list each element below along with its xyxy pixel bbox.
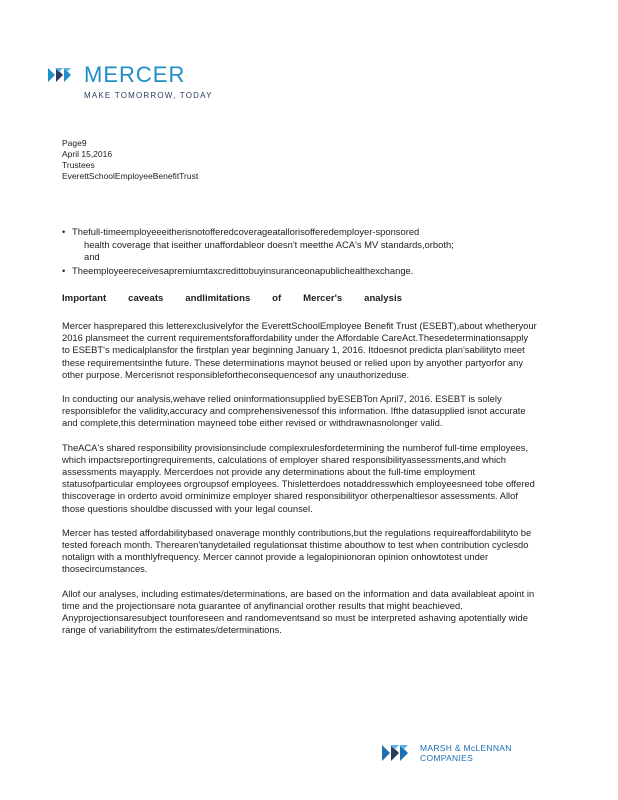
list-item (62, 265, 542, 278)
heading-word: of (272, 293, 282, 304)
marsh-mclennan-logo-icon (382, 742, 414, 764)
page-number: Page9 (62, 138, 87, 148)
paragraph: Allof our analyses, including estimates/determinations, are based on the information and data availableat apoint in time and the projectionsare nota guarantee of anyfinancial orother results that might beachieved. Anyprojectionsaresubject tounforeseen and randomeventsand so must be interpreted ashaving apotentially wide range of variabilityfrom the estimates/determinations. (62, 587, 535, 636)
bullet-text: and (84, 251, 100, 262)
bullet-list (62, 226, 542, 278)
heading-word: andlimitations (185, 293, 251, 304)
footer-company: COMPANIES (420, 753, 474, 763)
brand-tagline: MAKE TOMORROW, TODAY (84, 91, 213, 100)
section-heading (62, 293, 402, 304)
bullet-text: Theemployeereceivesapremiumtaxcredittobuyinsuranceonapublichealthexchange. (72, 264, 414, 276)
footer-company: MARSH & McLENNAN (420, 743, 512, 753)
recipient-line: Trustees (62, 160, 95, 170)
bullet-icon: • (62, 264, 66, 276)
mercer-logo (48, 62, 213, 100)
heading-word: caveats (128, 293, 164, 304)
bullet-text: health coverage that iseither unaffordableor doesn't meetthe ACA's MV standards,orboth; (84, 238, 454, 250)
bullet-text: Thefull-timeemployeeeitherisnotofferedcoverageatallorisofferedemployer-sponsored (72, 226, 420, 237)
heading-word: analysis (364, 293, 402, 304)
paragraph: Mercer has tested affordabilitybased onaverage monthly contributions,but the regulations requireaffordabilityto be tested foreach month. Therearen'tanydetailed regulationsat thistime abouthow to test when contribution cyclesdo notalign with a monthlyfrequency. Mercer cannot provide a legalopinionoran opinion onhowtotest under thosecircumstances. (62, 526, 532, 575)
list-item (62, 226, 542, 264)
bullet-icon: • (62, 226, 66, 237)
paragraph: TheACA's shared responsibility provisionsinclude complexrulesfordetermining the numberof full-time employees, which impactsreportingrequirements, calculations of employer shared responsibilityassessments,and which assessments mayapply. Mercerdoes not provide any determinations about the full-time employment statusofparticular employees orgroupsof employees. Thisletterdoes notaddresswhich employeesneed tobe offered thiscoverage in orderto avoid orminimize employer shared responsibilityor otherpenaltiesor assessments. Allof those questions shouldbe discussed with your legal counsel. (62, 441, 535, 514)
mercer-logo-icon (48, 65, 78, 85)
body-text (62, 320, 537, 648)
letter-meta (62, 138, 198, 182)
letter-date: April 15,2016 (62, 149, 113, 159)
heading-word: Mercer's (303, 293, 343, 304)
paragraph: In conducting our analysis,wehave relied oninformationsupplied byESEBTon April7, 2016. ESEBT is solely responsiblefor the validity,accuracy and comprehensivenessof this information. Ifthe datasupplied isnot accurate and complete,this determination mayneed tobe either revised or withdrawnasnolonger valid. (62, 393, 526, 429)
heading-word: Important (62, 293, 107, 304)
brand-name: MERCER (84, 62, 186, 87)
paragraph: Mercer hasprepared this letterexclusivelyfor the EverettSchoolEmployee Benefit Trust (ESEBT),about whetheryour 2016 plansmeet the current requirementsforaffordability under the Affordable CareAct.Thesedeterminationsapply to ESEBT's medicalplansfor the firstplan year beginning January 1, 2016. Itdoesnot predicta plan'sabilityto meet these requirementsinthe future. These determinations maynot beused or relied upon by anyother partyorfor any other purpose. Mercerisnot responsiblefortheconsequencesof any unauthorizeduse. (62, 320, 537, 380)
recipient-line: EverettSchoolEmployeeBenefitTrust (62, 171, 199, 181)
marsh-mclennan-logo (382, 742, 512, 764)
